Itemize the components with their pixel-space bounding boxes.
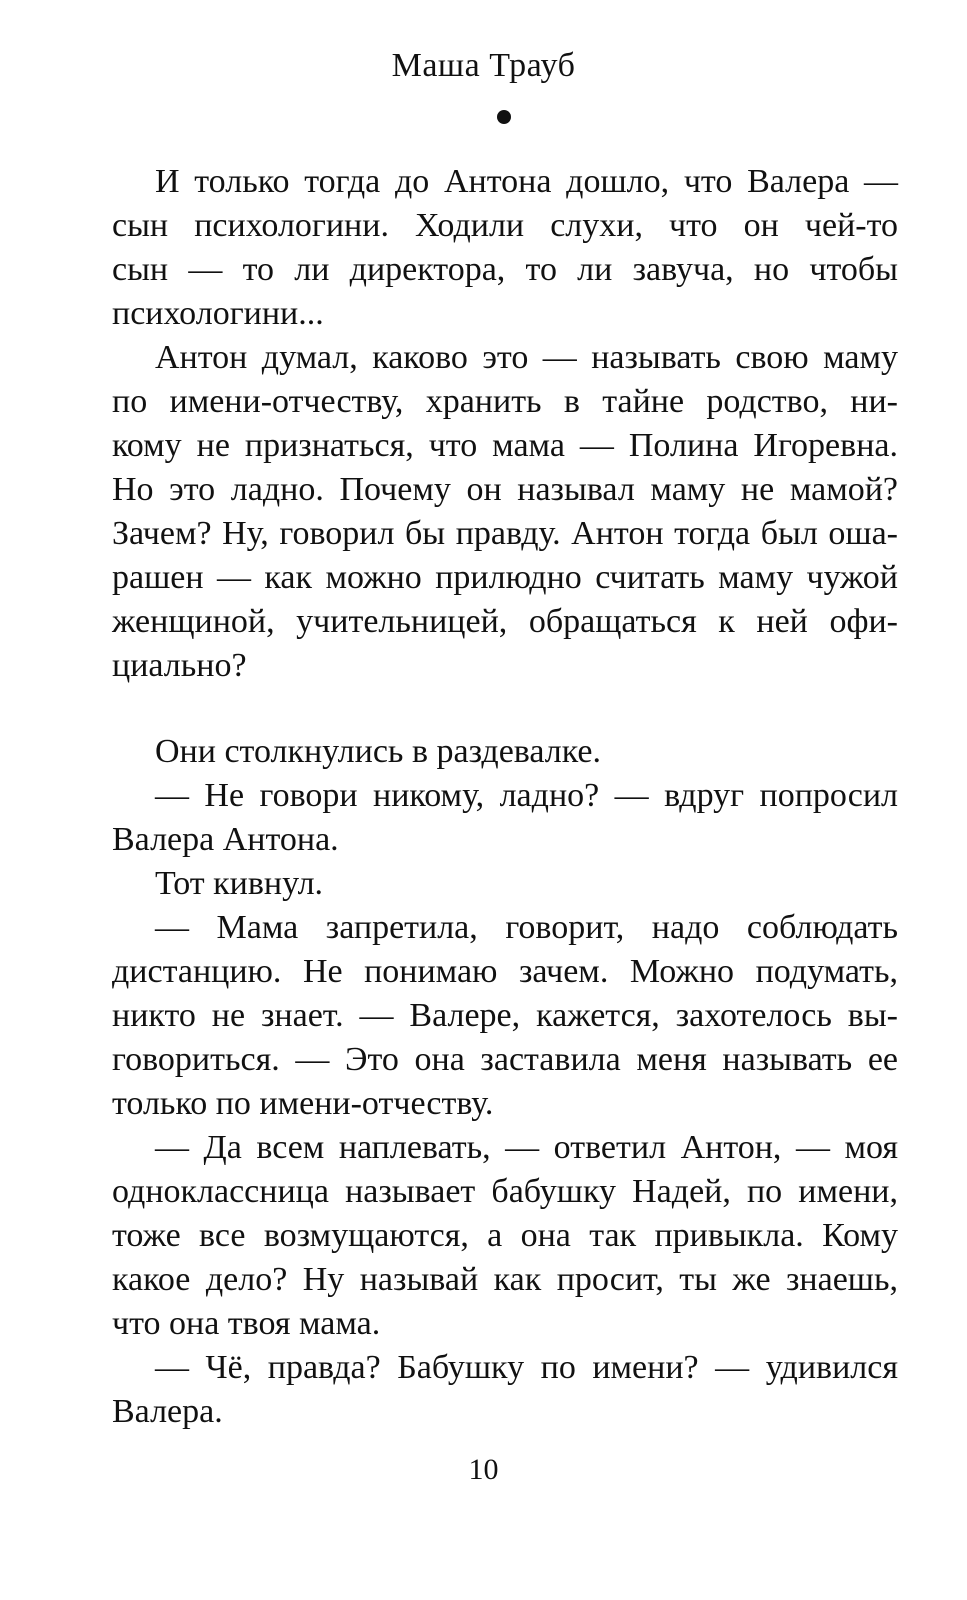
text-line: — Мама запретила, говорит, надо соблюдать [155,909,898,946]
text-line: — Чё, правда? Бабушку по имени? — удивился [155,1349,898,1386]
text-line: что она твоя мама. [112,1305,381,1342]
text-line: женщиной, учительницей, обращаться к ней офи- [112,603,898,640]
text-line: какое дело? Ну называй как просит, ты же знаешь, [112,1261,898,1298]
text-line: Валера. [112,1393,223,1430]
text-line: говориться. — Это она заставила меня называть ее [112,1041,898,1078]
text-line: психологини... [112,295,324,332]
header-bullet-ornament [497,110,511,124]
text-line: никто не знает. — Валере, кажется, захотелось вы- [112,997,898,1034]
text-line: Тот кивнул. [155,865,324,902]
text-line: сын — то ли директора, то ли завуча, но чтобы [112,251,898,288]
text-line: по имени-отчеству, хранить в тайне родство, ни- [112,383,898,420]
text-line: — Не говори никому, ладно? — вдруг попросил [155,777,898,814]
text-line: сын психологини. Ходили слухи, что он чей-то [112,207,898,244]
text-line: только по имени-отчеству. [112,1085,494,1122]
text-line: рашен — как можно прилюдно считать маму чужой [112,559,898,596]
text-line: одноклассница называет бабушку Надей, по имени, [112,1173,898,1210]
text-line: Антон думал, каково это — называть свою маму [155,339,898,376]
text-line: Они столкнулись в раздевалке. [155,733,602,770]
text-line: Зачем? Ну, говорил бы правду. Антон тогда был оша- [112,515,898,552]
text-line: дистанцию. Не понимаю зачем. Можно подумать, [112,953,898,990]
text-line: Но это ладно. Почему он называл маму не мамой? [112,471,898,508]
running-header-author: Маша Трауб [391,47,576,84]
text-line: тоже все возмущаются, а она так привыкла. Кому [112,1217,898,1254]
text-line: Валера Антона. [112,821,339,858]
text-line: И только тогда до Антона дошло, что Валера — [155,163,898,200]
page-number: 10 [468,1453,499,1486]
text-line: циально? [112,647,247,684]
text-line: кому не признаться, что мама — Полина Игоревна. [112,427,898,464]
text-line: — Да всем наплевать, — ответил Антон, — моя [155,1129,898,1166]
